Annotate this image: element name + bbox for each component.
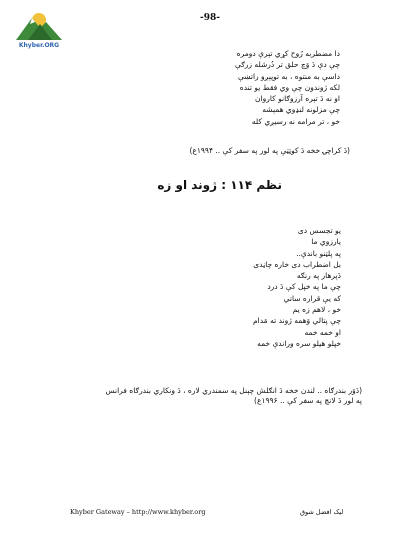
poem-line: که يې قراره ساتي xyxy=(283,293,341,303)
mountain-logo-icon xyxy=(14,10,64,42)
poem-line: خو ، تر مرامه نه رسيږي کله xyxy=(251,116,340,126)
poem-line: چې مزلونه لنډوي همېشه xyxy=(262,105,340,115)
poem-line: يارزوي ما xyxy=(311,237,341,247)
poem-line: دا مضطربه رُوح کړي تېرې دومره xyxy=(236,49,340,58)
poem-line: يو تجسس دی xyxy=(297,226,341,235)
poem-line: او نه دَ تېره آرزوګانو کاروان xyxy=(255,94,340,104)
poem-line: او خمه خمه xyxy=(304,327,341,337)
poem-line: لکه ژوندون چې وي فقط يو تنده xyxy=(239,82,340,92)
footer-site-link[interactable]: Khyber Gateway – http://www.khyber.org xyxy=(70,508,206,516)
stanza-1 xyxy=(235,48,340,127)
poem-line: دَپرهار په رنګه xyxy=(296,271,341,281)
poem-line: خو ، لاهم زه يم xyxy=(292,305,341,315)
site-logo xyxy=(14,10,64,52)
note-line: (دَوَر بندرګاه .. لندن خخه دَ انګلش چېنل په سمندري لاره ، دَ ونکاري بندرګاه فرانس xyxy=(105,386,362,395)
poem-line: چې پتالي وَهمه ژوند ته مَدام xyxy=(253,316,341,326)
poem-line: په پلټنو باندې.. xyxy=(296,248,341,258)
travel-note-2 xyxy=(105,386,362,406)
travel-note-1: (دَ کراچۍ خخه دَ کوټټې په لور په سفر کې .. ۱۹۹۴ع) xyxy=(189,146,350,155)
footer-author: ليک افضل شوق xyxy=(300,508,344,516)
logo-text: Khyber.ORG xyxy=(18,42,60,49)
poem-line: داسې به منتوه ، به توپېږو راتښې xyxy=(237,71,340,81)
poem-line: چې ما په خپل کې دَ درد xyxy=(267,282,341,292)
note-line: په لور دَ لانچ په سفر کې .. ۱۹۹۶ع) xyxy=(254,396,362,405)
poem-title: نظم ۱۱۴ : ژوند او زه xyxy=(157,178,282,192)
poem-line: خپلو هيلو سره وراندې خمه xyxy=(257,338,341,348)
stanza-2 xyxy=(253,225,341,349)
poem-line: چې دې دَ وَچ حلق تر دُرشله زرګې xyxy=(234,60,340,70)
poem-line: بل اضطراب دی خاره چاڼدی xyxy=(253,259,341,269)
page-number: -98- xyxy=(200,13,220,23)
